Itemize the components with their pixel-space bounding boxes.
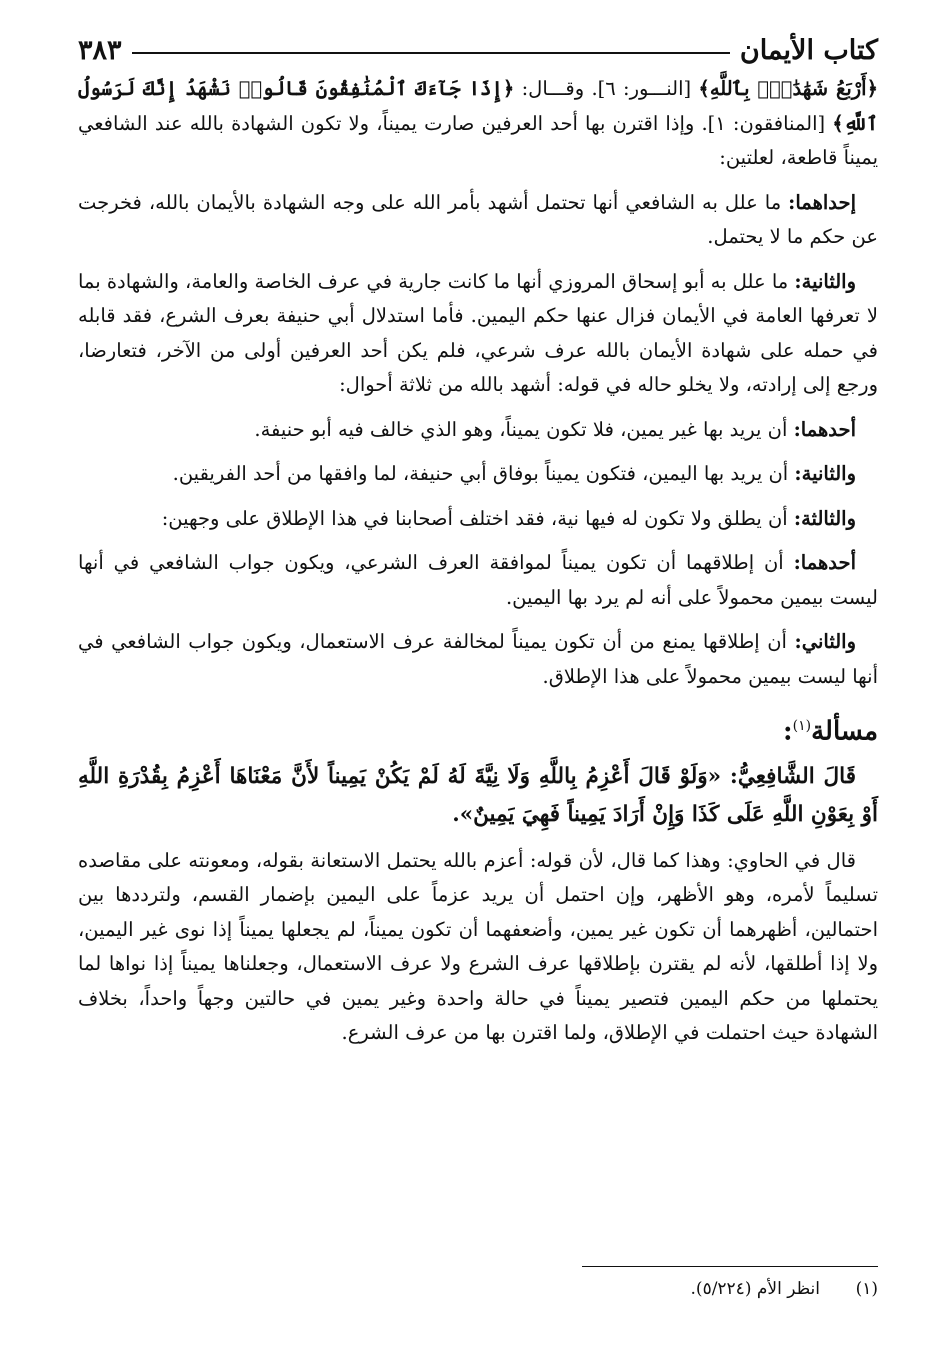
paragraph-term: إحداهما: — [788, 190, 856, 214]
section-heading-text: مسألة — [811, 716, 878, 747]
paragraph-view-one — [78, 546, 878, 615]
footnote-marker: (١) — [792, 718, 812, 734]
quran-verse: ﴿أَرْبَعُ شَهَٰدَٰتٍۭ بِٱللَّهِ﴾ — [698, 77, 879, 100]
paragraph-text: [النـــور: ٦]. وقـــال: — [514, 77, 699, 100]
shafii-quote: قَالَ الشَّافِعِيُّ: «وَلَوْ قَالَ أَعْزِمُ بِاللَّهِ وَلَا نِيَّةَ لَهُ لَمْ يَكُنْ يَمِيناً لأَنَّ مَعْنَاهَا أَعْزِمُ بِقُدْرَةِ اللَّهِ أَوْ بِعَوْنِ اللَّهِ عَلَى كَذَا وَإِنْ أَرَادَ يَمِيناً فَهِيَ يَمِينٌ». — [78, 763, 878, 827]
paragraph-view-two — [78, 625, 878, 694]
paragraph-second-reason — [78, 265, 878, 403]
paragraph-text: ما علل به الشافعي أنها تحتمل أشهد بأمر الله على وجه الشهادة بالأيمان بالله، فخرجت عن حكم ما لا يحتمل. — [78, 190, 878, 248]
chapter-title: كتاب الأيمان — [739, 34, 878, 66]
section-heading-colon: : — [783, 716, 793, 747]
paragraph-term: أحدهما: — [793, 417, 856, 441]
paragraph-text: أن إطلاقهما أن تكون يميناً لموافقة العرف الشرعي، ويكون جواب الشافعي في أنها ليست بيمين محمولاً على أنه لم يرد بها اليمين. — [78, 551, 878, 609]
paragraph-text: أن يريد بها اليمين، فتكون يميناً بوفاق أبي حنيفة، لما وافقها من أحد الفريقين. — [172, 462, 795, 485]
paragraph-term: والثانية: — [794, 269, 856, 293]
paragraph-term: والثانية: — [794, 462, 856, 485]
page-body — [78, 72, 878, 1051]
paragraph-state-three — [78, 502, 878, 537]
section-heading — [78, 704, 878, 754]
paragraph-term: أحدهما: — [793, 551, 856, 574]
paragraph-term: والثاني: — [794, 630, 856, 653]
document-page — [78, 30, 878, 1330]
paragraph-intro — [78, 72, 878, 176]
header-rule — [132, 52, 730, 54]
paragraph-text: أن إطلاقها يمنع من أن تكون يميناً لمخالفة عرف الاستعمال، ويكون جواب الشافعي في أنها ليست بيمين محمولاً على هذا الإطلاق. — [78, 630, 878, 688]
running-header — [78, 30, 878, 70]
paragraph-text: أن يريد بها غير يمين، فلا تكون يميناً، وهو الذي خالف فيه أبو حنيفة. — [254, 417, 794, 441]
footnote-rule — [582, 1266, 878, 1267]
footnote — [691, 1276, 878, 1302]
footnote-text: انظر الأم (٥/٢٢٤). — [690, 1279, 820, 1299]
paragraph-first-reason — [78, 186, 878, 255]
paragraph-commentary: قال في الحاوي: وهذا كما قال، لأن قوله: أعزم بالله يحتمل الاستعانة بقوله، ومعونته على مقاصده تسليماً لأمره، وهو الأظهر، وإن احتمل أن يريد عزماً على اليمين بإضمار القسم، ولترددها بين احتمالين، أظهرهما أن تكون غير يمين، وأضعفهما أن تكون يميناً، لم يجعلها يميناً إذا نوى غير اليمين، ولا إذا أطلقها، لأنه لم يقترن بإطلاقها عرف الشرع ولا عرف الاستعمال، وجعلناها يميناً إذا نواها لما يحتملها من حكم اليمين فتصير يميناً في حالة واحدة وغير يمين في حالتين وجهاً واحداً، بخلاف الشهادة حيث احتملت في الإطلاق، ولما اقترن بها من عرف الشرع. — [78, 848, 878, 1045]
paragraph-state-two — [78, 457, 878, 492]
paragraph-text: ما علل به أبو إسحاق المروزي أنها ما كانت جارية في عرف الخاصة والعامة، والشهادة بما لا تعرفها العامة في الأيمان فزال عنها حكم اليمين. فأما استدلال أبي حنيفة بعرف الشرع، فقد قابله في حمله على شهادة الأيمان بالله عرف شرعي، فلم يكن أحد العرفين أولى من الآخر، فتعارضا، ورجع إلى إرادته، ولا يخلو حاله في قوله: أشهد بالله من ثلاثة أحوال: — [77, 269, 878, 396]
paragraph-text: [المنافقون: ١]. وإذا اقترن بها أحد العرفين صارت يميناً، ولا تكون الشهادة بالله عند الشافعي يميناً قاطعة، لعلتين: — [78, 111, 878, 169]
quran-verse: ﴿إِذَا جَآءَكَ ٱلْمُنَٰفِقُونَ قَالُوا۟ نَشْهَدُ إِنَّكَ لَرَسُولُ ٱللَّهِ﴾ — [78, 77, 878, 135]
paragraph-text: أن يطلق ولا تكون له فيها نية، فقد اختلف أصحابنا في هذا الإطلاق على وجهين: — [161, 506, 794, 530]
page-number: ٣٨٣ — [78, 34, 122, 66]
paragraph-state-one — [78, 413, 878, 448]
footnote-number: (١) — [855, 1279, 878, 1299]
paragraph-term: والثالثة: — [793, 506, 856, 530]
